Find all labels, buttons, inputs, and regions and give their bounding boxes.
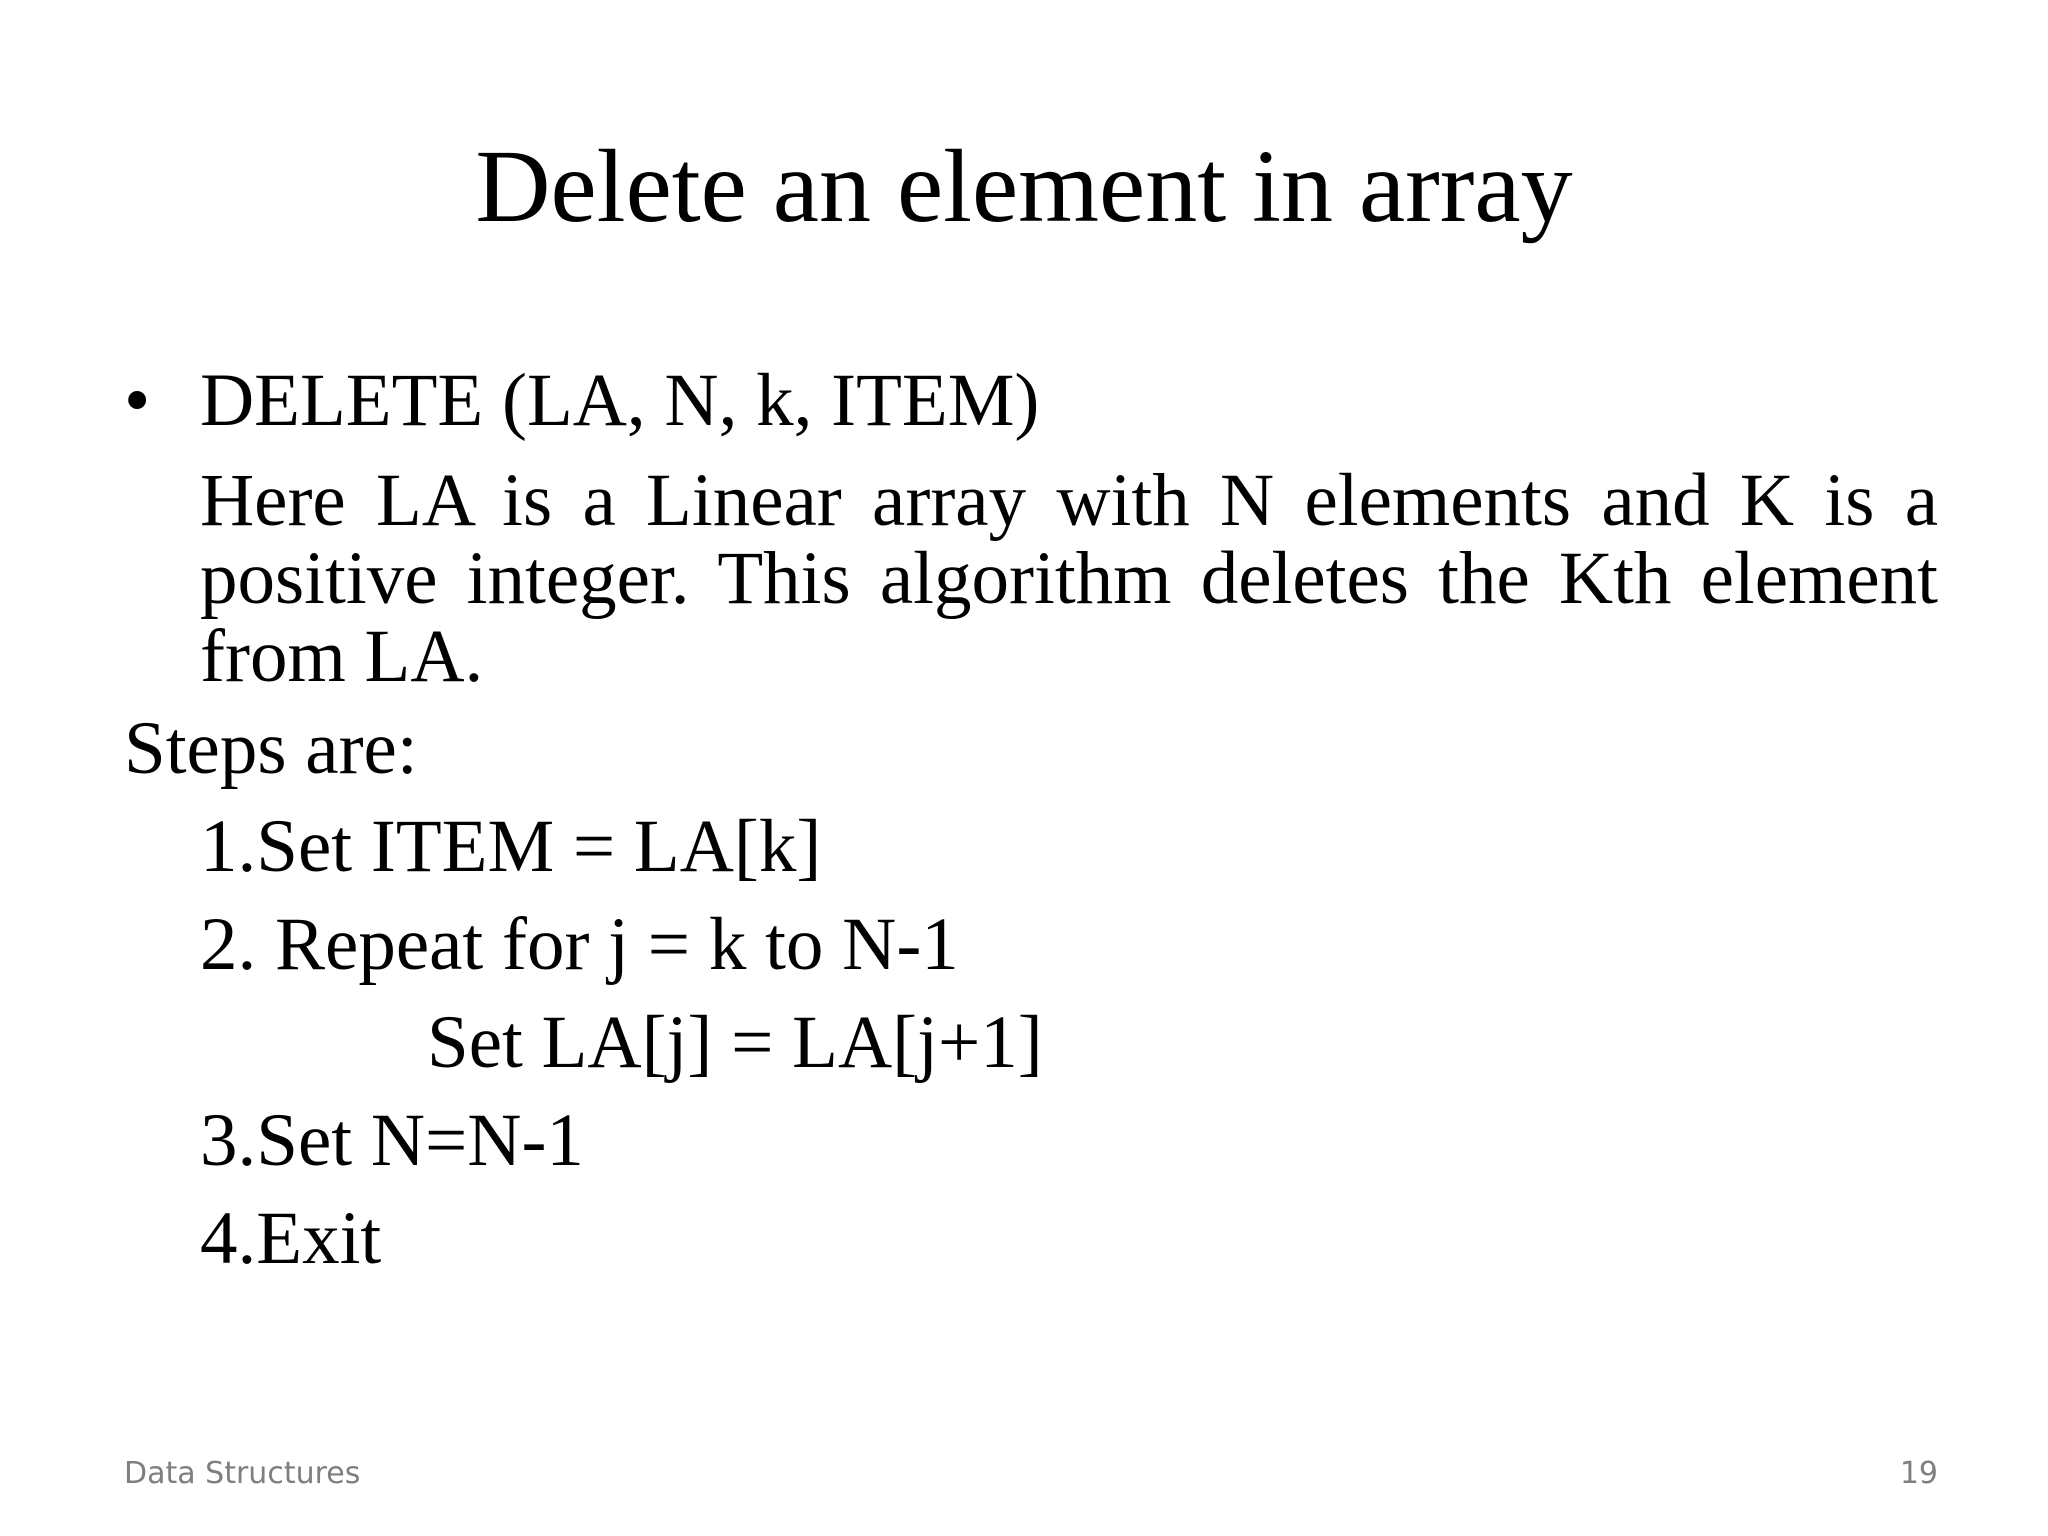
slide-title: Delete an element in array [475,129,1573,244]
step-1: 1.Set ITEM = LA[k] [200,805,822,888]
step-2: 2. Repeat for j = k to N-1 [200,903,959,986]
bullet-text: DELETE (LA, N, k, ITEM) [200,359,1040,442]
bullet-dot: • [124,359,151,442]
description-text: Here LA is a Linear array with N elements and K is a positive integer. This algorithm deletes the Kth element from LA. [200,459,1938,698]
steps-heading: Steps are: [124,707,418,790]
step-3: 3.Set N=N-1 [200,1099,584,1182]
footer-label: Data Structures [124,1456,361,1491]
page-number: 19 [1899,1456,1938,1491]
step-2-substep: Set LA[j] = LA[j+1] [427,1001,1043,1084]
step-4: 4.Exit [200,1197,382,1280]
